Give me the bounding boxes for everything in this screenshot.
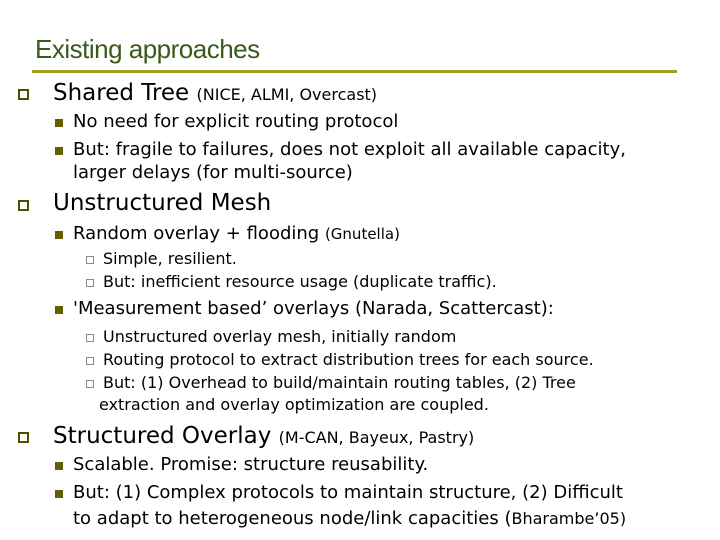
item-text: to adapt to heterogeneous node/link capacities ( [73, 508, 512, 529]
square-bullet-icon [86, 279, 94, 287]
sub-list-item: Unstructured overlay mesh, initially random [103, 327, 457, 346]
list-item [73, 223, 400, 244]
sub-list-item: Routing protocol to extract distribution trees for each source. [103, 350, 594, 369]
filled-square-bullet-icon [55, 306, 63, 314]
list-item: But: (1) Complex protocols to maintain structure, (2) Difficult [73, 482, 623, 503]
section-heading-unstructured-mesh: Unstructured Mesh [53, 190, 272, 216]
heading-text: Shared Tree [53, 80, 190, 106]
item-note: Bharambe’05) [511, 509, 627, 528]
filled-square-bullet-icon [55, 231, 63, 239]
square-bullet-icon [18, 89, 29, 100]
square-bullet-icon [86, 357, 94, 365]
filled-square-bullet-icon [55, 490, 63, 498]
item-note: (Gnutella) [324, 225, 400, 243]
square-bullet-icon [86, 256, 94, 264]
filled-square-bullet-icon [55, 119, 63, 127]
square-bullet-icon [18, 432, 29, 443]
list-item: But: fragile to failures, does not exploit all available capacity, [73, 139, 626, 160]
square-bullet-icon [86, 334, 94, 342]
heading-note: (NICE, ALMI, Overcast) [196, 85, 378, 104]
title-underline [32, 70, 677, 73]
item-text: Random overlay + flooding [73, 223, 320, 244]
list-item-continuation: larger delays (for multi-source) [73, 162, 353, 183]
filled-square-bullet-icon [55, 147, 63, 155]
sub-list-item: Simple, resilient. [103, 249, 237, 268]
sub-list-item-continuation: extraction and overlay optimization are coupled. [99, 395, 489, 414]
heading-text: Structured Overlay [53, 423, 272, 449]
sub-list-item: But: (1) Overhead to build/maintain routing tables, (2) Tree [103, 373, 576, 392]
slide-title: Existing approaches [35, 34, 260, 64]
filled-square-bullet-icon [55, 462, 63, 470]
list-item: 'Measurement based’ overlays (Narada, Scattercast): [73, 298, 554, 319]
section-heading-structured-overlay [53, 423, 474, 449]
sub-list-item: But: inefficient resource usage (duplicate traffic). [103, 272, 497, 291]
section-heading-shared-tree [53, 80, 377, 106]
square-bullet-icon [86, 380, 94, 388]
list-item: Scalable. Promise: structure reusability. [73, 454, 429, 475]
list-item: No need for explicit routing protocol [73, 111, 399, 132]
list-item-continuation [73, 508, 626, 529]
heading-note: (M-CAN, Bayeux, Pastry) [278, 428, 475, 447]
square-bullet-icon [18, 200, 29, 211]
